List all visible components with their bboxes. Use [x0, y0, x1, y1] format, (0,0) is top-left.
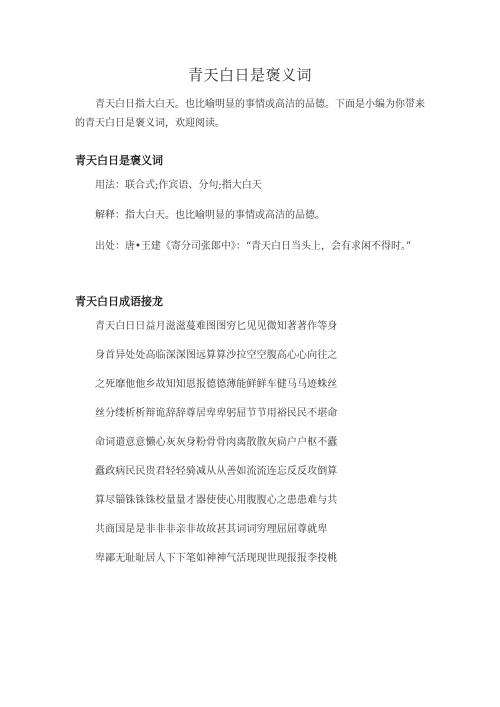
section-heading-idiom-chain: 青天白日成语接龙: [75, 295, 163, 308]
idiom-chain-line: 丝分缕析析辩诡辞辞尊居卑卑躬屈节节用裕民民不堪命: [95, 408, 338, 419]
idiom-chain-line: 卑鄙无耻耻居人下下笔如神神气活现现世现报报李投桃: [95, 553, 338, 564]
page-title: 青天白日是褒义词: [187, 66, 312, 84]
idiom-chain-list: [95, 320, 435, 581]
idiom-chain-line: 命词遣意意懒心灰灰身粉骨骨肉离散散灰扃户户枢不蠹: [95, 437, 338, 448]
explanation-paragraph: 解释：指大白天。也比喻明显的事情或高洁的品德。: [95, 210, 325, 221]
idiom-chain-line: 身首异处处高临深深图远算算沙拉空空腹高心心向往之: [95, 350, 338, 361]
intro-paragraph: 青天白日指大白天。也比喻明显的事情或高洁的品德。下面是小编为你带来的青天白日是褒义词，欢迎阅读。: [75, 99, 425, 129]
idiom-chain-line: 共商国是是非非非亲非故故甚其词词穷理屈屈尊就卑: [95, 524, 328, 535]
usage-paragraph: 用法：联合式;作宾语、分句;指大白天: [95, 180, 262, 191]
section-heading-commendatory: 青天白日是褒义词: [75, 154, 163, 167]
idiom-chain-line: 蠹政病民民贵君轻轻骑减从从善如流流连忘反反攻倒算: [95, 466, 338, 477]
idiom-chain-line: 之死靡他他乡故知知恩报德德薄能鲜鲜车健马马迹蛛丝: [95, 379, 338, 390]
idiom-chain-line: 青天白日日益月滋滋蔓难图图穷匕见见微知著著作等身: [95, 321, 338, 332]
source-paragraph: 出处：唐•王建《寄分司张郎中》：“青天白日当头上，会有求闲不得时。”: [95, 241, 412, 252]
idiom-chain-line: 算尽锱铢铢铢校量量才器使使心用腹腹心之患患难与共: [95, 495, 338, 506]
